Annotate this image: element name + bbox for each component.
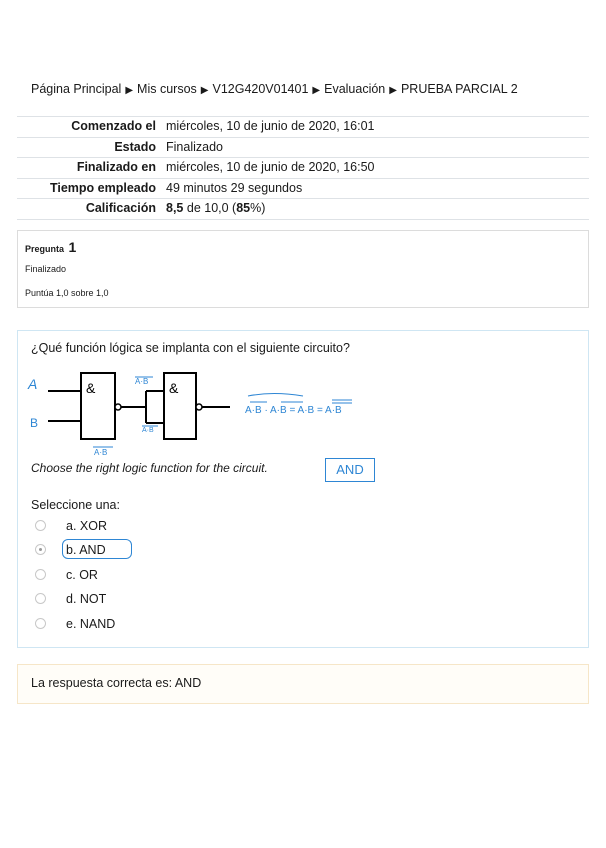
gate-1-symbol: &: [86, 380, 96, 396]
input-a-label: A: [28, 376, 38, 392]
answer-option-label: a. XOR: [66, 519, 107, 533]
correct-answer-text: La respuesta correcta es: AND: [31, 676, 202, 690]
radio-button[interactable]: [35, 520, 46, 531]
feedback-box: [17, 664, 589, 704]
logic-circuit-diagram: [18, 361, 588, 461]
breadcrumb-quiz[interactable]: PRUEBA PARCIAL 2: [400, 82, 518, 96]
breadcrumb-separator-icon: ▶: [389, 85, 397, 96]
grade-suffix: %): [250, 201, 266, 215]
question-number-value: 1: [68, 239, 77, 255]
summary-value: miércoles, 10 de junio de 2020, 16:50: [160, 158, 589, 179]
question-state: Finalizado: [25, 264, 67, 274]
question-number: [25, 239, 76, 255]
gate-2-symbol: &: [169, 380, 179, 396]
radio-button[interactable]: [35, 618, 46, 629]
handwritten-overbar: [248, 394, 303, 397]
attempt-summary-table: [17, 116, 589, 220]
handwritten-wire-top: A·B: [135, 377, 149, 386]
answer-option-label: c. OR: [66, 568, 98, 582]
breadcrumb-evaluation[interactable]: Evaluación: [324, 82, 386, 96]
summary-label: Tiempo empleado: [17, 178, 160, 199]
breadcrumb-separator-icon: ▶: [200, 85, 209, 96]
summary-row-started: [17, 117, 589, 138]
breadcrumb-home[interactable]: Página Principal: [31, 82, 122, 96]
answer-option-label: d. NOT: [66, 592, 107, 606]
question-subtext: Choose the right logic function for the circuit.: [31, 461, 268, 475]
summary-row-finished: [17, 158, 589, 179]
grade-value: [160, 199, 589, 220]
handwritten-gate1-output: A·B: [94, 448, 108, 457]
grade-score: 8,5: [166, 201, 184, 215]
breadcrumb: [31, 82, 518, 96]
answer-option-label: e. NAND: [66, 617, 116, 631]
radio-button-selected[interactable]: [35, 544, 46, 555]
gate-2-inverter-bubble: [196, 404, 202, 410]
summary-row-time: [17, 178, 589, 199]
question-grade: Puntúa 1,0 sobre 1,0: [25, 288, 109, 298]
breadcrumb-separator-icon: ▶: [125, 85, 134, 96]
gate-1-inverter-bubble: [115, 404, 121, 410]
answer-option-label: b. AND: [66, 543, 106, 557]
input-b-label: B: [30, 416, 39, 430]
radio-button[interactable]: [35, 569, 46, 580]
question-content-box: [17, 330, 589, 648]
summary-value: miércoles, 10 de junio de 2020, 16:01: [160, 117, 589, 138]
handwritten-wire-bottom: A·B: [142, 427, 154, 434]
breadcrumb-course[interactable]: V12G420V01401: [212, 82, 309, 96]
summary-row-state: [17, 137, 589, 158]
summary-label: Comenzado el: [17, 117, 160, 138]
question-label: Pregunta: [25, 244, 65, 254]
grade-percent: 85: [236, 201, 251, 215]
summary-value: 49 minutos 29 segundos: [160, 178, 589, 199]
question-text: ¿Qué función lógica se implanta con el siguiente circuito?: [31, 341, 350, 355]
summary-label: Calificación: [17, 199, 160, 220]
summary-value: Finalizado: [160, 137, 589, 158]
handwritten-answer-note: AND: [325, 458, 375, 482]
select-prompt: Seleccione una:: [31, 498, 120, 512]
breadcrumb-separator-icon: ▶: [312, 85, 321, 96]
question-info-box: [17, 230, 589, 308]
breadcrumb-my-courses[interactable]: Mis cursos: [137, 82, 197, 96]
radio-dot-icon: [39, 548, 42, 551]
grade-of: de 10,0 (: [183, 201, 237, 215]
radio-button[interactable]: [35, 593, 46, 604]
handwritten-equation: A·B · A·B = A·B = A·B: [245, 405, 342, 416]
summary-row-grade: [17, 199, 589, 220]
summary-label: Finalizado en: [17, 158, 160, 179]
summary-label: Estado: [17, 137, 160, 158]
